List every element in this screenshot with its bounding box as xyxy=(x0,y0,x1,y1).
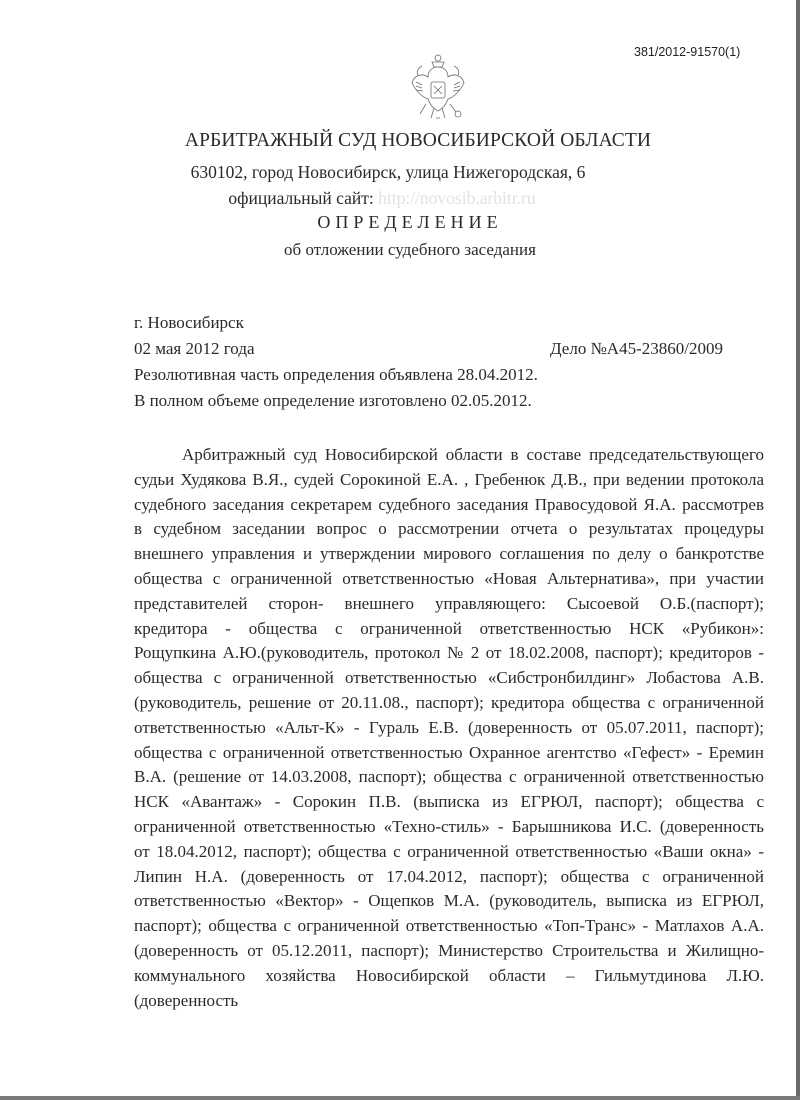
document-number: 381/2012-91570(1) xyxy=(634,45,741,59)
body-paragraph: Арбитражный суд Новосибирской области в составе председательствующего судьи Худякова В.Я., судей Сорокиной Е.А. , Гребенюк Д.В., при ведении протокола судебного заседания секретарем судебного заседания Правосудовой Я.А. рассмотрев в судебном заседании вопрос о рассмотрении отчета о результатах процедуры внешнего управления и утверждении мирового соглашения по делу о банкротстве общества с ограниченной ответственностью «Новая Альтернатива», при участии представителей сторон- внешнего управляющего: Сысоевой О.Б.(паспорт); кредитора - общества с ограниченной ответственностью НСК «Рубикон»: Рощупкина А.Ю.(руководитель, протокол № 2 от 18.02.2008, паспорт); кредиторов - общества с ограниченной ответственностью «Сибстронбилдинг» Лобастова А.В. (руководитель, решение от 20.11.08., паспорт); кредитора общества с ограниченной ответственностью «Альт-К» - Гураль Е.В. (доверенность от 05.07.2011, паспорт); общества с ограниченной ответственностью Охранное агентство «Гефест» - Еремин В.А. (решение от 14.03.2008, паспорт); общества с ограниченной ответственностью НСК «Авантаж» - Сорокин П.В. (выписка из ЕГРЮЛ, паспорт); общества с ограниченной ответственностью «Техно-стиль» - Барышникова И.С. (доверенность от 18.04.2012, паспорт); общества с ограниченной ответственностью «Ваши окна» - Липин Н.А. (доверенность от 17.04.2012, паспорт); общества с ограниченной ответственностью «Вектор» - Ощепков М.А. (руководитель, выписка из ЕГРЮЛ, паспорт); общества с ограниченной ответственностью «Топ-Транс» - Матлахов А.А. (доверенность от 05.12.2011, паспорт); Министерство Строительства и Жилищно-коммунального хозяйства Новосибирской области – Гильмутдинова Л.Ю. (доверенность xyxy=(134,445,764,1010)
scan-edge-right xyxy=(796,0,800,1100)
document-type: ОПРЕДЕЛЕНИЕ xyxy=(317,212,503,232)
court-name: АРБИТРАЖНЫЙ СУД НОВОСИБИРСКОЙ ОБЛАСТИ xyxy=(184,130,652,151)
case-number: Дело №А45-23860/2009 xyxy=(550,339,723,358)
city: г. Новосибирск xyxy=(134,313,244,332)
official-site-url[interactable]: http://novosib.arbitr.ru xyxy=(378,188,536,208)
full-text-prepared: В полном объеме определение изготовлено 02.05.2012. xyxy=(134,391,532,410)
official-site-label: официальный сайт: xyxy=(228,188,374,208)
official-site xyxy=(0,188,782,209)
court-address: 630102, город Новосибирск, улица Нижегородская, 6 xyxy=(190,162,586,182)
date: 02 мая 2012 года xyxy=(134,339,255,358)
document-subtitle: об отложении судебного заседания xyxy=(284,240,536,259)
coat-of-arms-icon xyxy=(408,52,468,122)
scan-edge-bottom xyxy=(0,1096,800,1100)
resolution-announced: Резолютивная часть определения объявлена 28.04.2012. xyxy=(134,365,538,384)
